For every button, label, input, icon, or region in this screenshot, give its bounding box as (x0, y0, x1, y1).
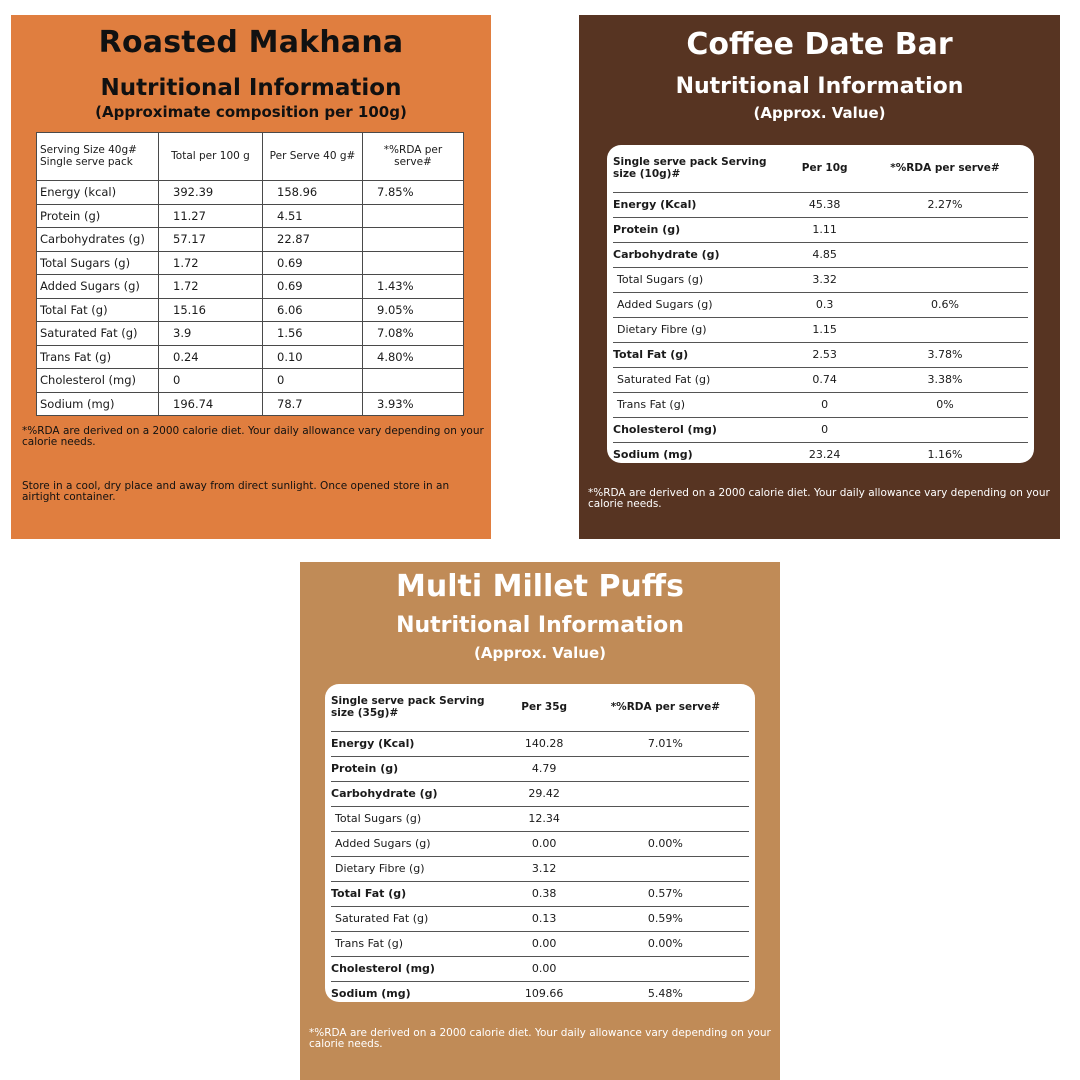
nutrient-label: Saturated Fat (g) (37, 322, 159, 346)
header-cell: Per 10g (787, 145, 862, 192)
value-per-serve: 3.12 (507, 856, 582, 881)
storage-instructions: Store in a cool, dry place and away from direct sunlight. Once opened store in an airtight container. (22, 480, 450, 504)
value-per-100g: 11.27 (159, 204, 263, 228)
table-row (613, 417, 1028, 442)
value-per-serve: 23.24 (808, 448, 841, 462)
panel-basis: (Approx. Value) (753, 104, 886, 122)
nutrient-label: Carbohydrates (g) (37, 228, 159, 252)
table-row (37, 204, 464, 228)
value-per-serve: 0.13 (507, 906, 582, 931)
value-per-100g: 1.72 (159, 251, 263, 275)
nutrient-label: Added Sugars (g) (613, 292, 787, 317)
rda-value: 0.00% (582, 831, 749, 856)
header-cell: Per 35g (507, 684, 582, 731)
table-row (37, 181, 464, 205)
rda-value: 3.78% (862, 342, 1028, 367)
rda-value: 5.48% (647, 987, 683, 1001)
nutrition-card (325, 684, 755, 1002)
table-row (613, 217, 1028, 242)
rda-value (363, 204, 464, 228)
nutrient-label: Trans Fat (g) (613, 392, 787, 417)
nutrient-label: Sodium (mg) (331, 987, 411, 1001)
rda-value: 7.01% (582, 731, 749, 756)
nutrient-label: Total Fat (g) (37, 298, 159, 322)
rda-footnote: *%RDA are derived on a 2000 calorie diet. Your daily allowance vary depending on your calorie needs. (22, 425, 484, 449)
nutrient-label: Saturated Fat (g) (331, 906, 507, 931)
nutrient-label: Energy (Kcal) (331, 731, 507, 756)
table-row (613, 442, 1028, 463)
nutrient-label: Added Sugars (g) (37, 275, 159, 299)
nutrient-label: Trans Fat (g) (37, 345, 159, 369)
rda-value (582, 781, 749, 806)
value-per-100g: 0 (159, 369, 263, 393)
value-per-serve: 4.85 (787, 242, 862, 267)
table-row (331, 781, 749, 806)
rda-value (862, 317, 1028, 342)
value-per-serve: 0.74 (787, 367, 862, 392)
table-row (37, 345, 464, 369)
header-cell: Total per 100 g (159, 133, 263, 181)
nutrient-label: Total Sugars (g) (37, 251, 159, 275)
panel-title: Multi Millet Puffs (396, 569, 684, 604)
table-header-row (613, 145, 1028, 192)
rda-value (862, 267, 1028, 292)
rda-value: 9.05% (363, 298, 464, 322)
rda-value: 1.43% (363, 275, 464, 299)
value-per-serve: 0.10 (263, 345, 363, 369)
header-cell: Per Serve 40 g# (263, 133, 363, 181)
value-per-serve: 45.38 (787, 192, 862, 217)
rda-value (363, 251, 464, 275)
header-cell: Single serve pack Serving size (10g)# (613, 145, 787, 192)
value-per-serve: 1.15 (787, 317, 862, 342)
nutrient-label: Energy (kcal) (37, 181, 159, 205)
header-cell: *%RDA per serve# (363, 133, 464, 181)
value-per-serve: 6.06 (263, 298, 363, 322)
value-per-serve: 0 (263, 369, 363, 393)
nutrient-label: Sodium (mg) (613, 448, 693, 462)
header-cell: Single serve pack Serving size (35g)# (331, 684, 507, 731)
table-row (37, 228, 464, 252)
rda-value: 3.38% (862, 367, 1028, 392)
table-row (331, 731, 749, 756)
table-row (331, 931, 749, 956)
value-per-serve: 0.69 (263, 251, 363, 275)
rda-value: 0.6% (862, 292, 1028, 317)
value-per-serve: 0.38 (507, 881, 582, 906)
panel-title: Roasted Makhana (98, 25, 404, 60)
nutrient-label: Total Sugars (g) (613, 267, 787, 292)
value-per-serve: 158.96 (263, 181, 363, 205)
table-row (613, 267, 1028, 292)
table-row (613, 292, 1028, 317)
nutrition-table (331, 684, 749, 1002)
rda-value (363, 369, 464, 393)
value-per-100g: 0.24 (159, 345, 263, 369)
value-per-100g: 1.72 (159, 275, 263, 299)
table-row (331, 831, 749, 856)
header-cell: *%RDA per serve# (862, 145, 1028, 192)
nutrient-label: Trans Fat (g) (331, 931, 507, 956)
rda-value (582, 806, 749, 831)
rda-value (862, 242, 1028, 267)
rda-value: 0.00% (582, 931, 749, 956)
rda-value (582, 856, 749, 881)
value-per-100g: 15.16 (159, 298, 263, 322)
panel-basis: (Approx. Value) (474, 644, 606, 662)
table-row (37, 369, 464, 393)
table-row (613, 392, 1028, 417)
value-per-serve: 0.69 (263, 275, 363, 299)
table-row (331, 956, 749, 981)
table-header-row (37, 133, 464, 181)
value-per-serve: 12.34 (507, 806, 582, 831)
table-row (613, 192, 1028, 217)
nutrient-label: Total Fat (g) (331, 881, 507, 906)
rda-footnote: *%RDA are derived on a 2000 calorie diet. Your daily allowance vary depending on your calorie needs. (588, 487, 1050, 511)
nutrition-table (36, 132, 464, 416)
table-row (331, 981, 749, 1002)
value-per-serve: 4.79 (507, 756, 582, 781)
value-per-100g: 392.39 (159, 181, 263, 205)
roasted-makhana-panel (11, 15, 491, 539)
rda-value: 4.80% (363, 345, 464, 369)
value-per-serve: 109.66 (524, 987, 564, 1001)
rda-footnote: *%RDA are derived on a 2000 calorie diet. Your daily allowance vary depending on your calorie needs. (309, 1027, 771, 1051)
value-per-serve: 78.7 (263, 392, 363, 416)
rda-value (862, 217, 1028, 242)
rda-value: 0% (862, 392, 1028, 417)
nutrient-label: Total Sugars (g) (331, 806, 507, 831)
rda-value: 0.59% (582, 906, 749, 931)
table-row (613, 242, 1028, 267)
table-row (613, 342, 1028, 367)
nutrient-label: Energy (Kcal) (613, 192, 787, 217)
header-cell: Serving Size 40g# Single serve pack (37, 133, 159, 181)
nutrient-label: Protein (g) (613, 217, 787, 242)
rda-value: 1.16% (927, 448, 963, 462)
nutrient-label: Total Fat (g) (613, 342, 787, 367)
nutrient-label: Dietary Fibre (g) (331, 856, 507, 881)
table-row (613, 317, 1028, 342)
value-per-serve: 140.28 (507, 731, 582, 756)
rda-value: 3.93% (363, 392, 464, 416)
value-per-serve: 0.00 (507, 931, 582, 956)
table-row (613, 367, 1028, 392)
header-cell: *%RDA per serve# (582, 684, 749, 731)
value-per-serve: 0 (787, 417, 862, 442)
table-row (331, 756, 749, 781)
value-per-100g: 196.74 (159, 392, 263, 416)
panel-title: Coffee Date Bar (686, 27, 953, 62)
rda-value (862, 417, 1028, 442)
rda-value: 2.27% (862, 192, 1028, 217)
panel-basis: (Approximate composition per 100g) (95, 103, 407, 121)
value-per-serve: 2.53 (787, 342, 862, 367)
rda-value (582, 756, 749, 781)
value-per-100g: 3.9 (159, 322, 263, 346)
table-row (37, 298, 464, 322)
nutrition-card (607, 145, 1034, 463)
multi-millet-puffs-panel (300, 562, 780, 1080)
nutrient-label: Protein (g) (37, 204, 159, 228)
value-per-serve: 22.87 (263, 228, 363, 252)
nutrient-label: Cholesterol (mg) (331, 956, 507, 981)
table-row (37, 251, 464, 275)
nutrient-label: Cholesterol (mg) (37, 369, 159, 393)
nutrient-label: Dietary Fibre (g) (613, 317, 787, 342)
value-per-serve: 3.32 (787, 267, 862, 292)
nutrient-label: Carbohydrate (g) (331, 781, 507, 806)
panel-subtitle: Nutritional Information (100, 75, 402, 101)
value-per-serve: 29.42 (507, 781, 582, 806)
nutrition-table (613, 145, 1028, 463)
value-per-serve: 0.00 (507, 831, 582, 856)
nutrient-label: Protein (g) (331, 756, 507, 781)
value-per-serve: 1.56 (263, 322, 363, 346)
panel-subtitle: Nutritional Information (396, 613, 684, 638)
nutrient-label: Carbohydrate (g) (613, 242, 787, 267)
rda-value: 0.57% (582, 881, 749, 906)
table-row (331, 906, 749, 931)
rda-value (363, 228, 464, 252)
value-per-serve: 0 (787, 392, 862, 417)
rda-value: 7.08% (363, 322, 464, 346)
nutrient-label: Sodium (mg) (37, 392, 159, 416)
rda-value: 7.85% (363, 181, 464, 205)
table-row (331, 806, 749, 831)
panel-subtitle: Nutritional Information (675, 74, 964, 99)
value-per-serve: 0.3 (787, 292, 862, 317)
rda-value (582, 956, 749, 981)
value-per-serve: 4.51 (263, 204, 363, 228)
coffee-date-bar-panel (579, 15, 1060, 539)
table-header-row (331, 684, 749, 731)
nutrient-label: Added Sugars (g) (331, 831, 507, 856)
table-row (37, 275, 464, 299)
value-per-serve: 0.00 (507, 956, 582, 981)
nutrient-label: Cholesterol (mg) (613, 417, 787, 442)
table-row (37, 392, 464, 416)
nutrient-label: Saturated Fat (g) (613, 367, 787, 392)
table-row (331, 881, 749, 906)
value-per-100g: 57.17 (159, 228, 263, 252)
value-per-serve: 1.11 (787, 217, 862, 242)
table-row (37, 322, 464, 346)
table-row (331, 856, 749, 881)
